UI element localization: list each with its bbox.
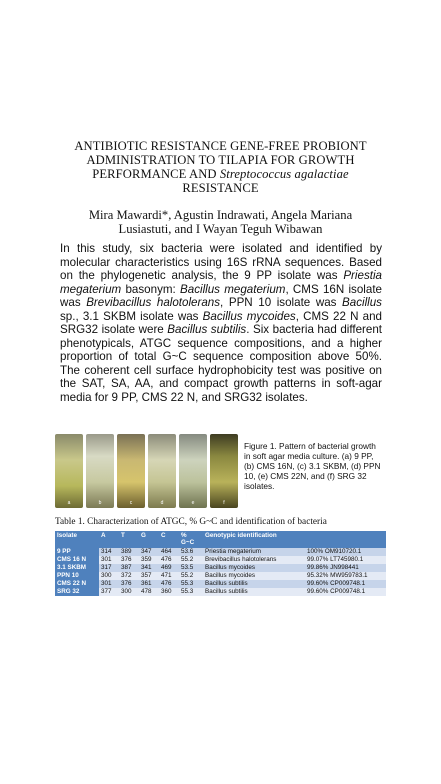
abstract-part: , CMS 22 N and SRG32 isolate were <box>60 309 383 336</box>
header-cell: Genotypic identification <box>203 531 305 548</box>
tube-label: a <box>67 500 71 506</box>
authors-line-2: Lusiastuti, and I Wayan Teguh Wibawan <box>118 222 323 236</box>
figure-soft-agar-tubes <box>55 434 238 508</box>
tube-label: d <box>160 500 164 506</box>
table-cell: 55.2 <box>179 556 203 564</box>
abstract-italic: Brevibacillus halotolerans <box>86 296 221 309</box>
table-cell: 464 <box>159 548 179 556</box>
table-cell: Brevibacillus halotolerans <box>203 556 305 564</box>
abstract-italic: Bacillus subtilis <box>167 323 247 336</box>
header-cell: Isolate <box>55 531 99 548</box>
title-line-3-italic: Streptococcus agalactiae <box>219 167 349 181</box>
table-cell: 314 <box>99 548 119 556</box>
table-row <box>55 572 386 580</box>
table-cell: 372 <box>119 572 139 580</box>
isolate-cell: 3.1 SKBM <box>55 564 99 572</box>
authors-line-1: Mira Mawardi*, Agustin Indrawati, Angela Mariana <box>88 208 353 222</box>
table-cell: 476 <box>159 556 179 564</box>
isolate-cell: 9 PP <box>55 548 99 556</box>
tube-photo-e <box>179 434 207 508</box>
table-cell: Bacillus subtilis <box>203 588 305 596</box>
header-cell: T <box>119 531 139 548</box>
isolate-cell: SRG 32 <box>55 588 99 596</box>
table-title: Table 1. Characterization of ATGC, % G~C and identification of bacteria <box>55 517 327 527</box>
table-cell: 301 <box>99 556 119 564</box>
tube-photo-d <box>148 434 176 508</box>
table-cell: 376 <box>119 556 139 564</box>
author-list <box>60 208 381 236</box>
table-cell: Bacillus mycoides <box>203 564 305 572</box>
table-cell: Priestia megaterium <box>203 548 305 556</box>
table-cell: 359 <box>139 556 159 564</box>
table-cell: 99.86% JN998441 <box>305 564 386 572</box>
table-cell: 100% OM910720.1 <box>305 548 386 556</box>
table-row <box>55 580 386 588</box>
abstract-italic: Priestia megaterium <box>60 269 382 296</box>
tube-label: c <box>129 500 133 506</box>
table-cell: 476 <box>159 580 179 588</box>
table-cell: 361 <box>139 580 159 588</box>
tube-photo-c <box>117 434 145 508</box>
isolate-cell: CMS 22 N <box>55 580 99 588</box>
table-header-row <box>55 531 386 548</box>
table-cell: 389 <box>119 548 139 556</box>
table-cell: 55.3 <box>179 588 203 596</box>
tube-photo-f <box>210 434 238 508</box>
title-line-4: RESISTANCE <box>182 181 259 195</box>
title-line-3 <box>40 167 401 181</box>
title-line-1: ANTIBIOTIC RESISTANCE GENE-FREE PROBIONT <box>74 139 367 153</box>
header-cell: % G~C <box>179 531 203 548</box>
table-cell: 376 <box>119 580 139 588</box>
table-row <box>55 556 386 564</box>
table-cell: 469 <box>159 564 179 572</box>
abstract-text <box>60 242 382 404</box>
isolate-cell: PPN 10 <box>55 572 99 580</box>
table-cell: Bacillus mycoides <box>203 572 305 580</box>
header-cell: C <box>159 531 179 548</box>
header-cell: A <box>99 531 119 548</box>
table-cell: 99.60% CP009748.1 <box>305 580 386 588</box>
abstract-italic: Bacillus mycoides <box>202 309 296 323</box>
isolate-cell: CMS 16 N <box>55 556 99 564</box>
table-cell: 478 <box>139 588 159 596</box>
table-cell: Bacillus subtilis <box>203 580 305 588</box>
tube-photo-a <box>55 434 83 508</box>
table-row <box>55 564 386 572</box>
abstract-part: sp., 3.1 SKBM isolate was <box>60 309 203 323</box>
table-cell: 99.07% LT745980.1 <box>305 556 386 564</box>
header-cell: G <box>139 531 159 548</box>
abstract-italic: Bacillus <box>342 296 382 309</box>
table-cell: 377 <box>99 588 119 596</box>
table-cell: 95.32% MW959783.1 <box>305 572 386 580</box>
table-cell: 387 <box>119 564 139 572</box>
tube-label: b <box>98 500 102 506</box>
table-cell: 341 <box>139 564 159 572</box>
paper-title <box>40 139 401 195</box>
table-cell: 53.6 <box>179 548 203 556</box>
tube-label: e <box>191 500 195 506</box>
title-line-3-prefix: PERFORMANCE AND <box>92 167 220 181</box>
tube-label: f <box>223 500 225 506</box>
table-cell: 301 <box>99 580 119 588</box>
table-cell: 53.5 <box>179 564 203 572</box>
abstract-part: . Six bacteria had different phenotypicals, ATGC sequence compositions, and a higher proportion of total G~C sequence composition above 50%. The coherent cell surface hydrophobicity test was positive on the SAT, SA, AA, and compact growth patterns in soft-agar media for 9 PP, CMS 22 N, and SRG32 isolates. <box>60 323 383 404</box>
table-row <box>55 548 386 556</box>
abstract-part: , PPN 10 isolate was <box>220 296 343 309</box>
table-row <box>55 588 386 596</box>
table-cell: 300 <box>99 572 119 580</box>
table-cell: 99.60% CP009748.1 <box>305 588 386 596</box>
table-cell: 55.2 <box>179 572 203 580</box>
abstract-italic: Bacillus megaterium <box>180 282 286 296</box>
table-cell: 317 <box>99 564 119 572</box>
abstract-part: , CMS 16N isolate was <box>60 282 382 309</box>
table-cell: 300 <box>119 588 139 596</box>
table-cell: 347 <box>139 548 159 556</box>
table-cell: 360 <box>159 588 179 596</box>
characterization-table <box>55 531 386 596</box>
table-cell: 471 <box>159 572 179 580</box>
tube-photo-b <box>86 434 114 508</box>
figure-caption: Figure 1. Pattern of bacterial growth in soft agar media culture. (a) 9 PP, (b) CMS 16N, (c) 3.1 SKBM, (d) PPN 10, (e) CMS 22N, and (f) SRG 32 isolates. <box>244 441 381 491</box>
title-line-2: ADMINISTRATION TO TILAPIA FOR GROWTH <box>86 153 355 167</box>
header-cell <box>305 531 386 548</box>
abstract-part: In this study, six bacteria were isolated and identified by molecular characteristics using 16S rRNA sequences. Based on the phylogenetic analysis, the 9 PP isolate was <box>60 242 382 282</box>
table-cell: 357 <box>139 572 159 580</box>
abstract-part: basonym: <box>121 282 181 296</box>
table-cell: 55.3 <box>179 580 203 588</box>
